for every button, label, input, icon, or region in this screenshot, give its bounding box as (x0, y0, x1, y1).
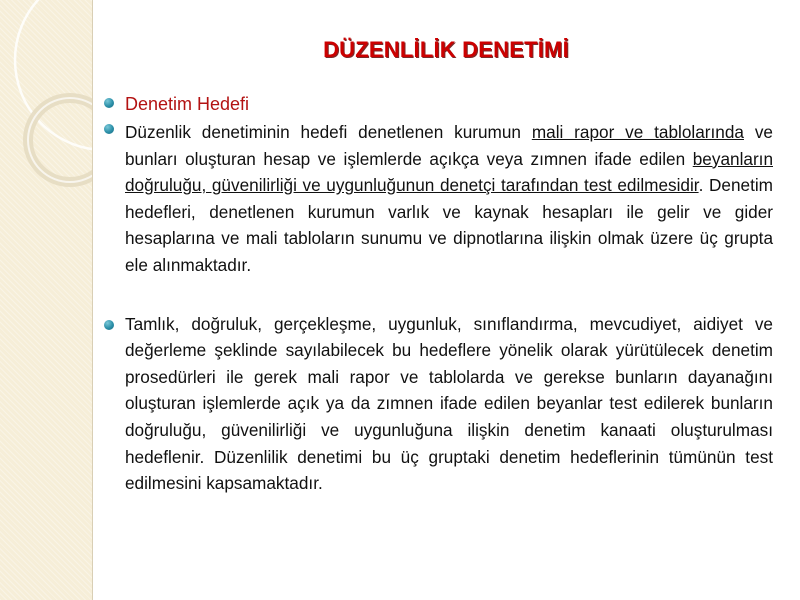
text-segment: ve bunları oluşturan hesap ve işlemlerde açıkça veya zımnen ifade edilen (125, 122, 773, 169)
slide-title: DÜZENLİLİK DENETİMİ (323, 37, 569, 62)
bullet-item-heading (104, 93, 773, 115)
side-band-divider (92, 0, 93, 600)
decorative-circles-graphic (0, 0, 92, 600)
bullet-dot-icon (104, 98, 114, 108)
bullet-item-definition (104, 119, 773, 279)
underlined-text-segment: beyanların doğruluğu, güvenilirliği ve uygunluğunun denetçi tarafından test edilmesidir (125, 148, 773, 196)
bullet-dot-icon (104, 124, 114, 134)
bullet-item-objectives (104, 311, 773, 497)
text-segment: Düzenlik denetiminin hedefi denetlenen kurumun (125, 122, 532, 142)
underlined-text-segment: mali rapor ve tablolarında (531, 122, 744, 142)
bullet-heading-text: Denetim Hedefi (125, 94, 250, 114)
bullet-list (104, 93, 773, 497)
bullet-definition-text (125, 119, 773, 279)
bullet-dot-icon (104, 320, 114, 330)
text-segment: . Denetim hedefleri, denetlenen kurumun varlık ve kaynak hesapları ile gelir ve gider hesaplarına ve mali tabloların sunumu ve dipnotlarına ilişkin olmak üzere üç grupta ele alınmaktadır. (125, 175, 773, 275)
bullet-objectives-text: Tamlık, doğruluk, gerçekleşme, uygunluk, sınıflandırma, mevcudiyet, aidiyet ve değerleme şeklinde sayılabilecek bu hedeflere yönelik olarak yürütülecek denetim prosedürleri ile gerek mali rapor ve tablolarda ve gerekse bunların dayanağını oluşturan işlemlerde açık ya da zımnen ifade edilen beyanlar test edilerek bunların doğruluğu, güvenilirliği ve uygunluğuna ilişkin denetim kanaati oluşturulması hedeflenir. Düzenlilik denetimi bu üç gruptaki denetim hedeflerinin tümünün test edilmesini kapsamaktadır. (125, 313, 773, 494)
decorative-side-band (0, 0, 92, 600)
